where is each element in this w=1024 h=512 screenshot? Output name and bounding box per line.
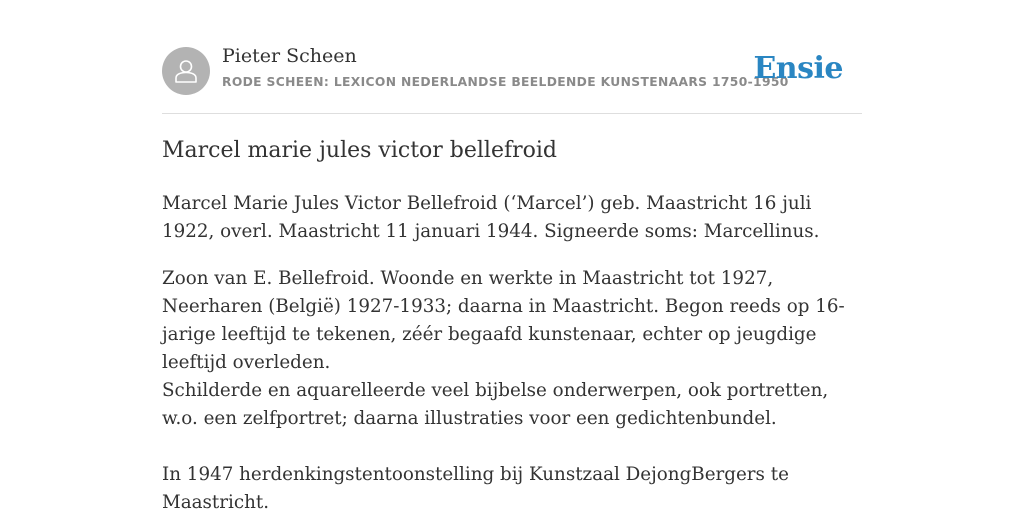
user-silhouette-icon [162, 47, 210, 95]
author-name[interactable]: Pieter Scheen [222, 45, 357, 67]
avatar[interactable] [162, 47, 210, 95]
author-header [162, 0, 862, 114]
article-title: Marcel marie jules victor bellefroid [162, 138, 558, 163]
ensie-logo[interactable]: Ensie [753, 51, 843, 86]
source-title[interactable]: RODE SCHEEN: LEXICON NEDERLANDSE BEELDENDE KUNSTENAARS 1750-1950 [222, 75, 789, 89]
article-paragraph: Marcel Marie Jules Victor Bellefroid (‘Marcel’) geb. Maastricht 16 juli 1922, overl. Maastricht 11 januari 1944. Signeerde soms: Marcellinus. [162, 193, 820, 242]
page [162, 0, 862, 512]
article-paragraph: Schilderde en aquarelleerde veel bijbelse onderwerpen, ook portretten, w.o. een zelfportret; daarna illustraties voor een gedichtenbundel. [162, 380, 829, 429]
article-paragraph: In 1947 herdenkingstentoonstelling bij Kunstzaal DejongBergers te Maastricht. [162, 464, 789, 512]
article-paragraph: Zoon van E. Bellefroid. Woonde en werkte in Maastricht tot 1927, Neerharen (België) 1927-1933; daarna in Maastricht. Begon reeds op 16-jarige leeftijd te tekenen, zéér begaafd kunstenaar, echter op jeugdige leeftijd overleden. [162, 268, 845, 373]
